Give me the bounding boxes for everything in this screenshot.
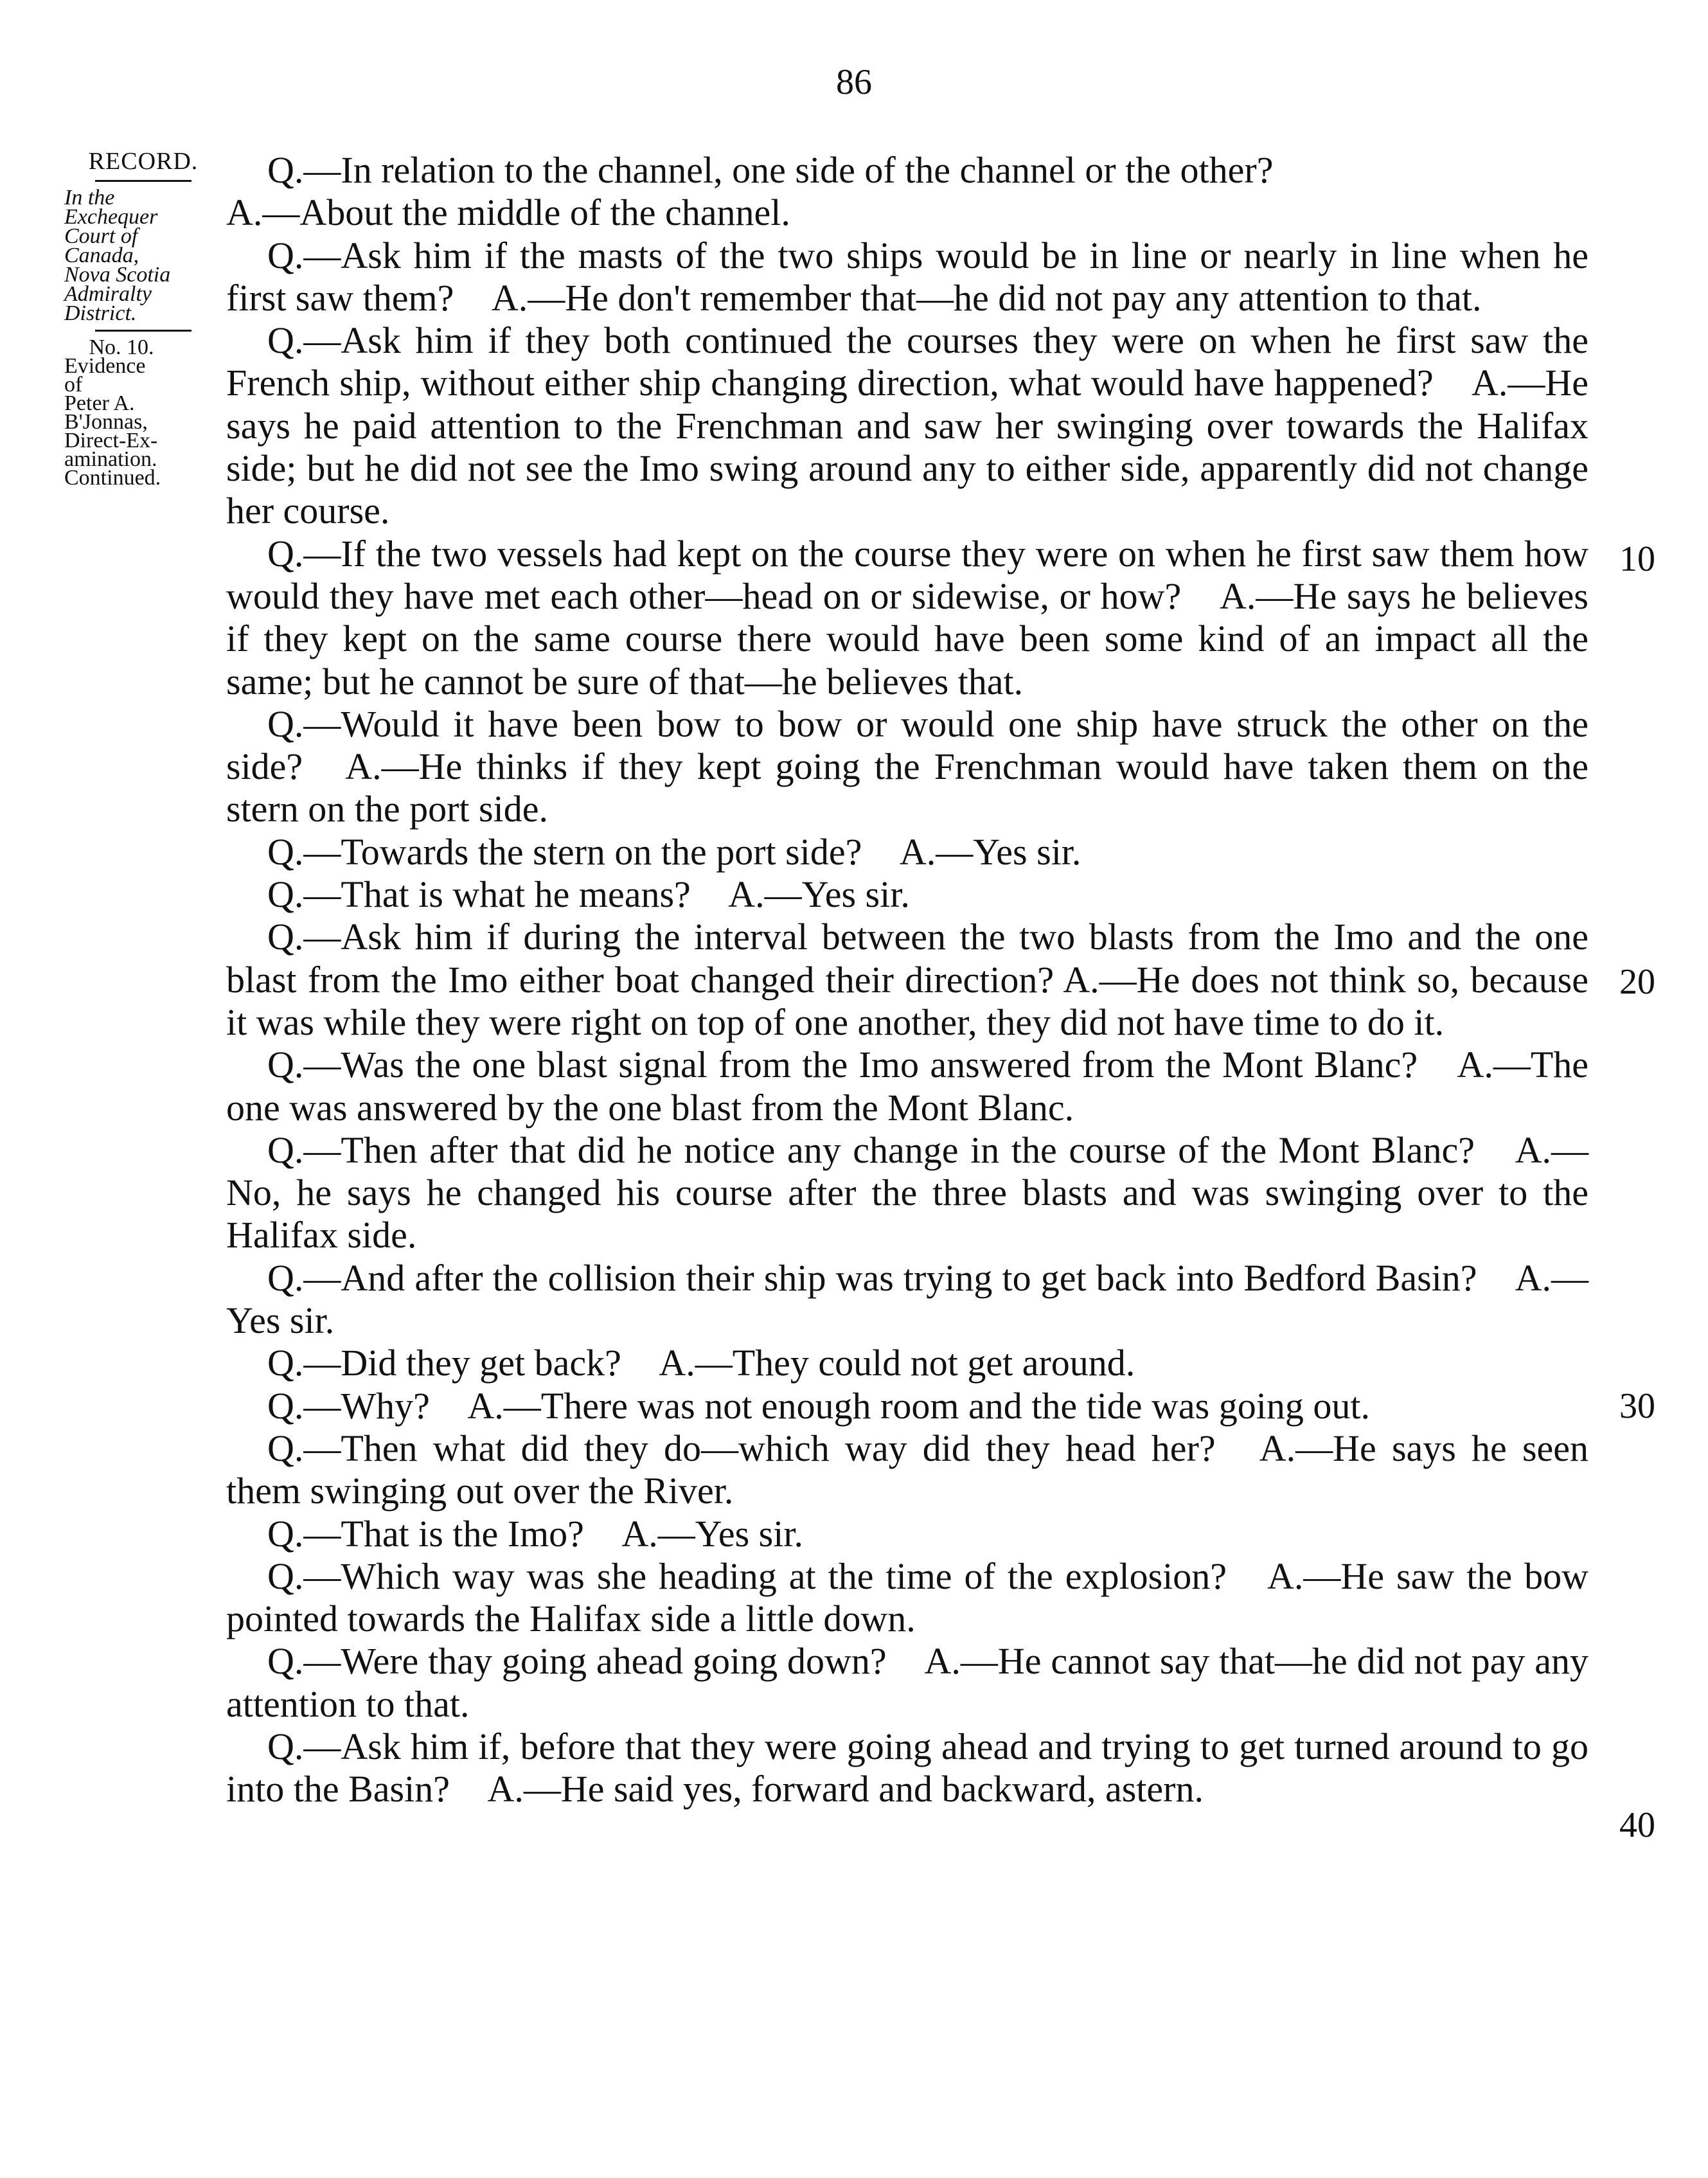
answer: A.—About the middle of the channel. — [226, 192, 790, 234]
answer: A.—No, he says he changed his course after the three blasts and was swinging over to the Halifax side. — [226, 1129, 1588, 1256]
qa-paragraph — [226, 149, 1588, 235]
answer: A.—He said yes, forward and backward, astern. — [487, 1768, 1204, 1810]
qa-paragraph — [226, 1555, 1588, 1641]
line-number: 20 — [1619, 962, 1655, 1002]
exhibit-heading — [63, 335, 224, 490]
page-number: 86 — [836, 62, 872, 102]
margin-rule — [95, 330, 191, 332]
margin-notes — [63, 148, 224, 490]
margin-rule — [95, 180, 191, 182]
qa-paragraph — [226, 1513, 1588, 1555]
qa-paragraph — [226, 1129, 1588, 1257]
exhibit-line: No. 10. — [89, 335, 154, 359]
answer: A.—Yes sir. — [899, 830, 1081, 873]
answer: A.—He cannot say that—he did not pay any attention to that. — [226, 1640, 1589, 1725]
answer: A.—He says he believes if they kept on the same course there would have been some kind of an impact all the same; but he cannot be sure of that—he believes that. — [226, 575, 1588, 702]
exhibit-line: B'Jonnas, — [64, 410, 148, 434]
answer: A.—Yes sir. — [226, 1256, 1589, 1342]
qa-paragraph — [226, 831, 1588, 873]
exhibit-line: amination. — [64, 447, 157, 471]
court-line: Admiralty — [64, 282, 152, 306]
qa-paragraph — [226, 916, 1588, 1044]
question: Q.—That is what he means? — [267, 873, 691, 916]
question: Q.—That is the Imo? — [267, 1512, 584, 1555]
exhibit-line: Direct-Ex- — [64, 429, 158, 452]
qa-paragraph — [226, 1640, 1588, 1726]
court-line: Nova Scotia — [64, 263, 171, 287]
qa-paragraph — [226, 1726, 1588, 1811]
qa-paragraph — [226, 533, 1588, 703]
court-line: Canada, — [64, 244, 139, 267]
answer: A.—He saw the bow pointed towards the Halifax side a little down. — [226, 1555, 1588, 1640]
qa-paragraph — [226, 1342, 1588, 1384]
line-number: 10 — [1619, 539, 1655, 579]
question: Q.—Why? — [267, 1384, 430, 1427]
answer: A.—He don't remember that—he did not pay any attention to that. — [491, 276, 1482, 319]
answer: A.—Yes sir. — [728, 873, 910, 916]
answer: A.—The one was answered by the one blast from the Mont Blanc. — [226, 1044, 1588, 1129]
qa-paragraph — [226, 703, 1588, 831]
qa-paragraph — [226, 1044, 1588, 1129]
exhibit-line: Peter A. — [64, 391, 135, 415]
exhibit-line: of — [64, 373, 83, 397]
question: Q.—Then what did they do—which way did they head her? — [267, 1427, 1216, 1469]
question: Q.—Was the one blast signal from the Imo answered from the Mont Blanc? — [267, 1044, 1418, 1086]
line-number: 40 — [1619, 1805, 1655, 1845]
question: Q.—Ask him if during the interval between the two blasts from the Imo and the one blast from the Imo either boat changed their direction? — [226, 916, 1588, 1001]
question: Q.—Ask him if, before that they were going ahead and trying to get turned around to go into the Basin? — [226, 1725, 1588, 1810]
question: Q.—And after the collision their ship was trying to get back into Bedford Basin? — [267, 1256, 1477, 1299]
answer: A.—He does not think so, because it was while they were right on top of one another, they did not have time to do it. — [226, 958, 1588, 1043]
qa-paragraph — [226, 1257, 1588, 1343]
question: Q.—Ask him if they both continued the courses they were on when he first saw the French ship, without either ship changing direction, what would have happened? — [226, 319, 1588, 404]
qa-paragraph — [226, 873, 1588, 916]
qa-paragraph — [226, 235, 1588, 320]
question: Q.—Would it have been bow to bow or would one ship have struck the other on the side? — [226, 702, 1588, 788]
question: Q.—Did they get back? — [267, 1342, 621, 1384]
qa-paragraph — [226, 1385, 1588, 1427]
answer: A.—Yes sir. — [621, 1512, 803, 1555]
court-heading — [63, 188, 224, 323]
court-line: District. — [64, 301, 137, 325]
exhibit-line: Continued. — [64, 466, 161, 490]
question: Q.—In relation to the channel, one side of the channel or the other? — [267, 149, 1274, 191]
court-line: Court of — [64, 224, 138, 248]
answer: A.—They could not get around. — [659, 1342, 1135, 1384]
answer: A.—He says he paid attention to the Frenchman and saw her swinging over towards the Halifax side; but he did not see the Imo swing around any to either side, apparently did not change her course. — [226, 362, 1588, 532]
line-number: 30 — [1619, 1386, 1655, 1426]
exhibit-line: Evidence — [64, 354, 146, 378]
testimony-body — [226, 149, 1588, 1811]
qa-paragraph — [226, 319, 1588, 532]
answer: A.—He thinks if they kept going the Frenchman would have taken them on the stern on the port side. — [226, 745, 1588, 830]
question: Q.—Were thay going ahead going down? — [267, 1640, 887, 1683]
qa-paragraph — [226, 1427, 1588, 1513]
court-line: In the — [64, 186, 115, 210]
question: Q.—Towards the stern on the port side? — [267, 830, 862, 873]
question: Q.—If the two vessels had kept on the course they were on when he first saw them how would they have met each other—head on or sidewise, or how? — [226, 532, 1588, 617]
question: Q.—Which way was she heading at the time of the explosion? — [267, 1555, 1227, 1597]
question: Q.—Ask him if the masts of the two ships would be in line or nearly in line when he first saw them? — [226, 234, 1588, 319]
answer: A.—He says he seen them swinging out over the River. — [226, 1427, 1589, 1512]
answer: A.—There was not enough room and the tide was going out. — [467, 1384, 1370, 1427]
question: Q.—Then after that did he notice any change in the course of the Mont Blanc? — [267, 1129, 1475, 1171]
record-label: RECORD. — [88, 148, 199, 175]
court-line: Exchequer — [64, 205, 158, 229]
